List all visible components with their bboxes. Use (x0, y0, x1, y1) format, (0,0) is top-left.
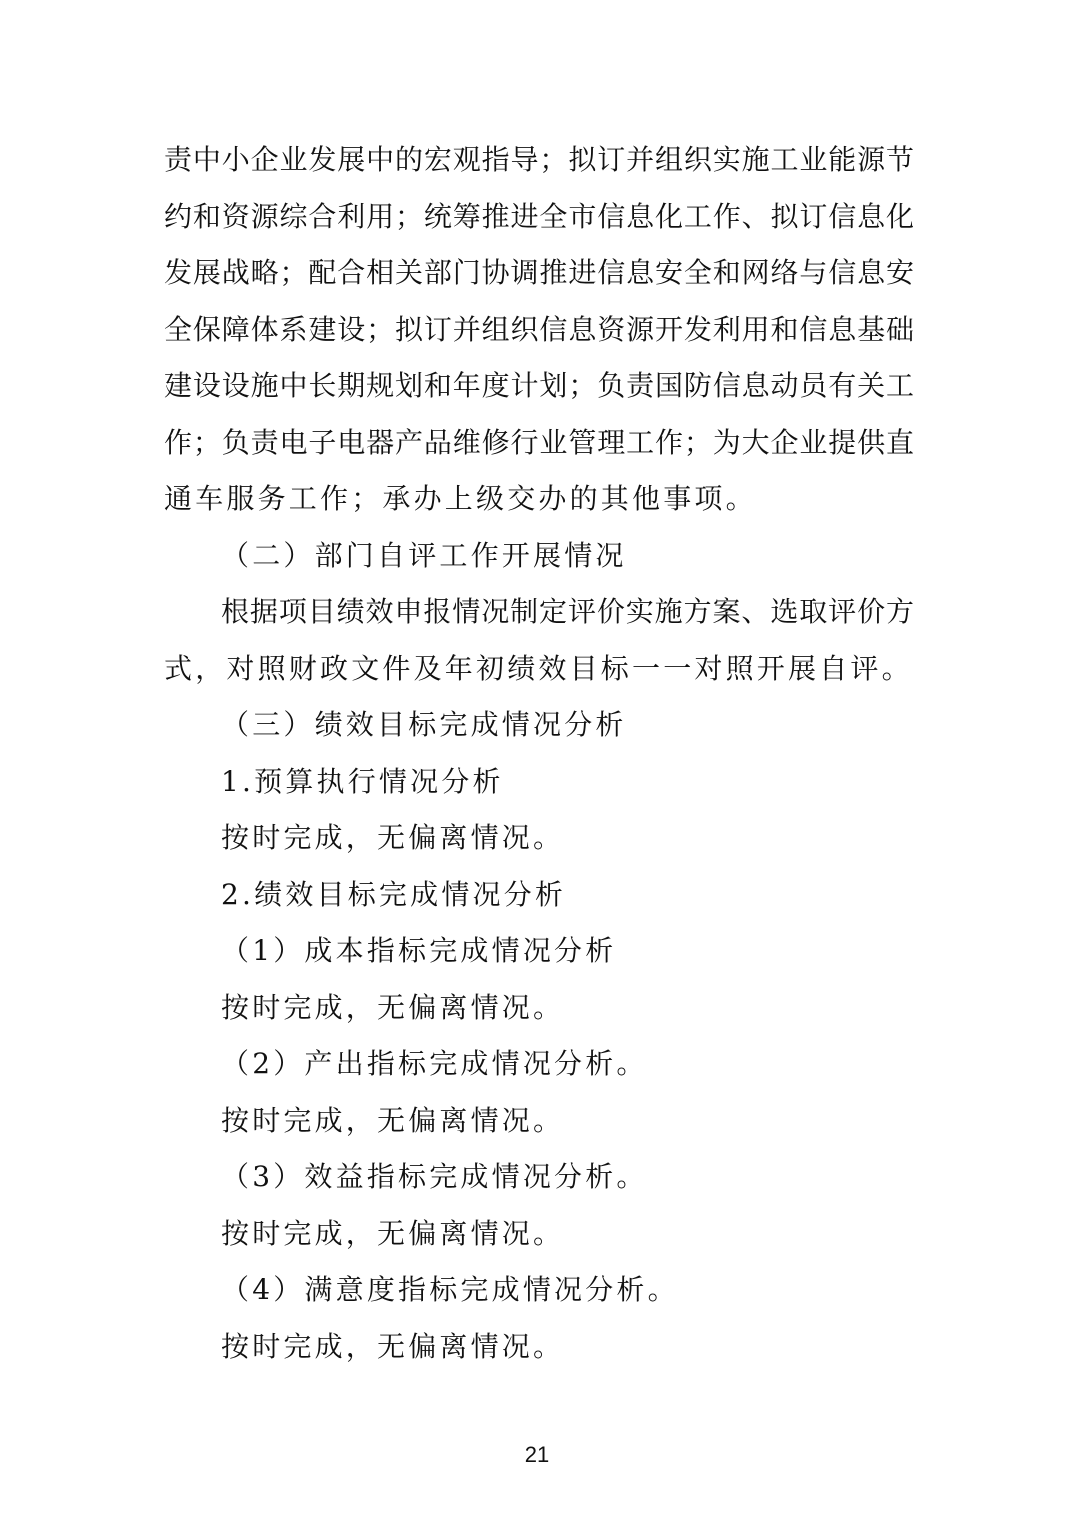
body-text (164, 132, 914, 1375)
paragraph-line: 按时完成，无偏离情况。 (221, 1103, 565, 1137)
subsection-heading: 1.预算执行情况分析 (221, 764, 504, 798)
item-heading: （2）产出指标完成情况分析。 (221, 1047, 648, 1080)
paragraph-line: 按时完成，无偏离情况。 (221, 1216, 565, 1250)
page-number: 21 (524, 1442, 550, 1467)
paragraph-line: 作；负责电子电器产品维修行业管理工作；为大企业提供直 (164, 425, 914, 459)
paragraph-line: 约和资源综合利用；统筹推进全市信息化工作、拟订信息化 (164, 199, 914, 233)
subsection-heading: 2.绩效目标完成情况分析 (221, 877, 567, 911)
section-heading: （二）部门自评工作开展情况 (221, 538, 627, 572)
paragraph-line: 通车服务工作；承办上级交办的其他事项。 (164, 482, 757, 515)
paragraph-line: 责中小企业发展中的宏观指导；拟订并组织实施工业能源节 (164, 143, 914, 176)
paragraph-line: 全保障体系建设；拟订并组织信息资源开发利用和信息基础 (164, 312, 914, 346)
section-heading: （三）绩效目标完成情况分析 (221, 708, 627, 741)
paragraph-line: 式，对照财政文件及年初绩效目标一一对照开展自评。 (164, 651, 913, 685)
item-heading: （3）效益指标完成情况分析。 (221, 1160, 648, 1193)
paragraph-line: 发展战略；配合相关部门协调推进信息安全和网络与信息安 (164, 256, 914, 289)
paragraph-line: 按时完成，无偏离情况。 (221, 821, 565, 854)
item-heading: （4）满意度指标完成情况分析。 (221, 1273, 679, 1306)
paragraph-line: 建设设施中长期规划和年度计划；负责国防信息动员有关工 (164, 369, 914, 402)
paragraph-line: 根据项目绩效申报情况制定评价实施方案、选取评价方 (221, 595, 914, 628)
paragraph-line: 按时完成，无偏离情况。 (221, 1329, 565, 1363)
item-heading: （1）成本指标完成情况分析 (221, 934, 617, 967)
paragraph-line: 按时完成，无偏离情况。 (221, 990, 565, 1024)
